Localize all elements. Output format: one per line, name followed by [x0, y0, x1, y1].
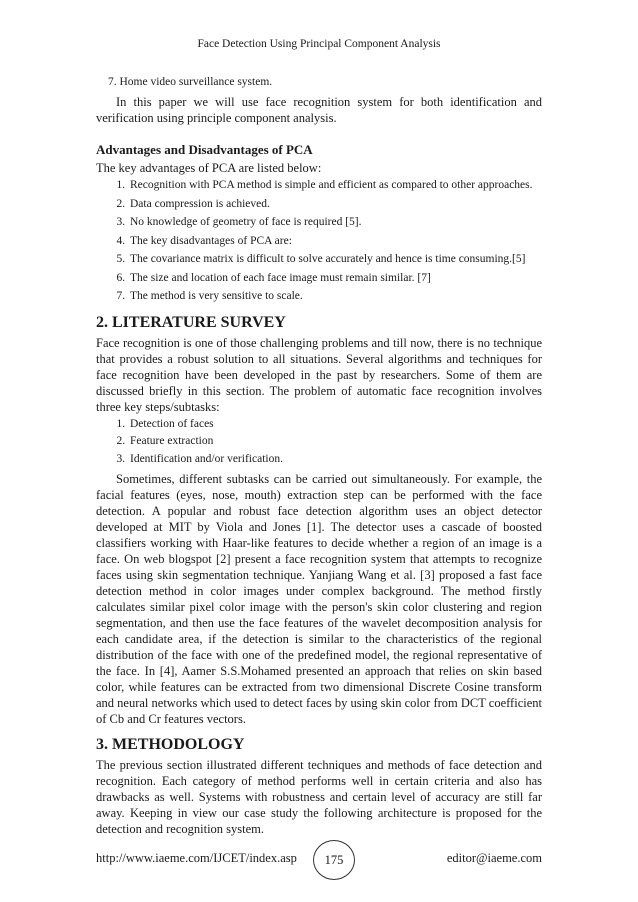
list-item: 5. The covariance matrix is difficult to solve accurately and hence is time consuming.[5]	[128, 252, 542, 268]
advantages-lead: The key advantages of PCA are listed below:	[96, 161, 322, 175]
page-body	[96, 74, 542, 837]
page-number: 175	[313, 840, 355, 880]
page-footer	[96, 840, 542, 880]
list-item: 7. The method is very sensitive to scale.	[128, 289, 542, 305]
literature-paragraph-1: Face recognition is one of those challenging problems and till now, there is no technique that provides a robust solution to all situations. Several algorithms and techniques for face recognition have been developed in the past by researchers. Some of them are discussed briefly in this section. The problem of automatic face recognition involves three key steps/subtasks:	[96, 335, 542, 414]
advantages-heading: Advantages and Disadvantages of PCA	[96, 142, 313, 157]
list-item: 2. Data compression is achieved.	[128, 197, 542, 213]
list-item: 3. Identification and/or verification.	[128, 452, 542, 468]
literature-heading: 2. LITERATURE SURVEY	[96, 313, 286, 331]
list-item: 4. The key disadvantages of PCA are:	[128, 234, 542, 250]
advantages-list	[96, 178, 542, 305]
literature-paragraph-2: Sometimes, different subtasks can be carried out simultaneously. For example, the facial features (eyes, nose, mouth) extraction step can be performed with the face detection. A popular and robust face detection algorithm uses an object detector developed at MIT by Viola and Jones [1]. The detector uses a cascade of boosted classifiers working with Haar-like features to decide whether a region of an image is a face. On web blogspot [2] present a face recognition system that attempts to recognize faces using skin segmentation technique. Yanjiang Wang et al. [3] proposed a fast face detection method in color images under complex background. The method firstly calculates similar pixel color image with the person's skin color clustering and region segmentation, and then use the face features of the wavelet decomposition analysis for each candidate area, if the detection is similar to the characteristics of the regional distribution of the face with one of the predefined model, the regional representative of the face. In [4], Aamer S.S.Mohamed presented an approach that relies on skin based color, while features can be extracted from two dimensional Discrete Cosine transform and neural networks which used to detect faces by using skin color from DCT coefficient of Cb and Cr features vectors.	[96, 472, 542, 726]
running-header: Face Detection Using Principal Component Analysis	[197, 38, 441, 50]
list-item: 1. Detection of faces	[128, 417, 542, 433]
methodology-paragraph: The previous section illustrated different techniques and methods of face detection and recognition. Each category of method performs well in certain criteria and also has drawbacks as well. Systems with robustness and certain level of accuracy are still far away. Keeping in view our case study the following architecture is proposed for the detection and recognition system.	[96, 758, 542, 836]
list-item: 7. Home video surveillance system.	[108, 76, 273, 88]
journal-url-link[interactable]: http://www.iaeme.com/IJCET/index.asp	[96, 851, 297, 865]
methodology-heading: 3. METHODOLOGY	[96, 736, 245, 753]
editor-email-link[interactable]: editor@iaeme.com	[446, 851, 542, 865]
list-item: 6. The size and location of each face image must remain similar. [7]	[128, 271, 542, 287]
list-item: 3. No knowledge of geometry of face is required [5].	[128, 215, 542, 231]
intro-paragraph: In this paper we will use face recognition system for both identification and verification using principle component analysis.	[96, 95, 542, 125]
list-item: 2. Feature extraction	[128, 434, 542, 450]
subtask-list	[96, 417, 542, 468]
list-item: 1. Recognition with PCA method is simple and efficient as compared to other approaches.	[128, 178, 542, 194]
